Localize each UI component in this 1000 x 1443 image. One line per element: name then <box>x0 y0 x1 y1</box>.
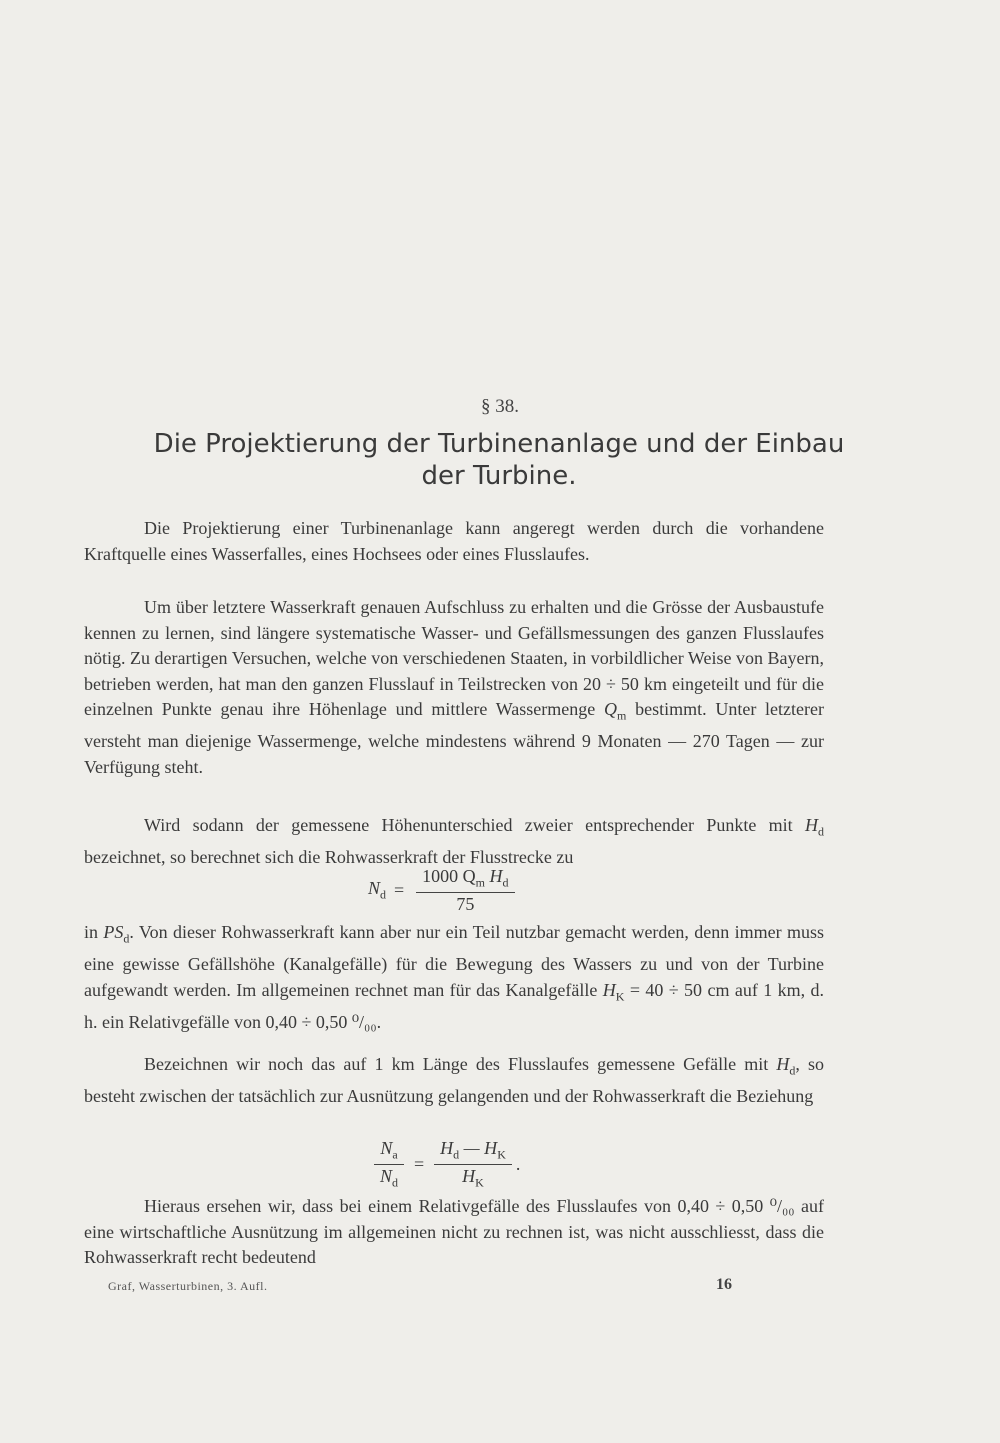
title-line-2: der Turbine. <box>421 461 577 491</box>
formula-raw-power: $N_d$ = $\frac{1000 Q_m H_d}{75}$ <box>368 866 519 915</box>
fraction: $\frac{1000 Q_m H_d}{75}$ <box>416 866 514 915</box>
chapter-title <box>84 428 914 492</box>
paragraph-4: in $PS_d$. Von dieser Rohwasserkraft kann aber nur ein Teil nutzbar gemacht werden, denn immer muss eine gewisse Gefällshöhe (Kanalgefälle) für die Bewegung des Wassers zu und von der Turbine aufgewandt werden. Im allgemeinen rechnet man für das Kanalgefälle $H_K = 40 \div 50$ cm auf 1 km, d. h. ein Relativgefälle von 0,40 ÷ 0,50 ⁰/₀₀. <box>84 922 824 1032</box>
paragraph-6: Hieraus ersehen wir, dass bei einem Relativgefälle des Flusslaufes von 0,40 ÷ 0,50 ⁰/₀₀ auf eine wirtschaftliche Ausnützung im allgemeinen nicht zu rechnen ist, was nicht ausschliesst, dass die Rohwasserkraft recht bedeutend <box>84 1196 824 1267</box>
footer-signature: Graf, Wasserturbinen, 3. Aufl. <box>108 1279 268 1293</box>
title-line-1: Die Projektierung der Turbinenanlage und der Einbau <box>153 429 845 459</box>
section-number: § 38. <box>481 396 519 417</box>
paragraph-3: Wird sodann der gemessene Höhenunterschied zweier entsprechender Punkte mit $H_d$ bezeichnet, so berechnet sich die Rohwasserkraft der Flusstrecke zu <box>84 815 824 868</box>
paragraph-1: Die Projektierung einer Turbinenanlage kann angeregt werden durch die vorhandene Kraftquelle eines Wasserfalles, eines Hochsees oder eines Flusslaufes. <box>84 518 824 564</box>
page-signature-number: 16 <box>716 1276 732 1293</box>
paragraph-2: Um über letztere Wasserkraft genauen Aufschluss zu erhalten und die Grösse der Ausbaustufe kennen zu lernen, sind längere systematische Wasser- und Gefällsmessungen des ganzen Flusslaufes nötig. Zu derartigen Versuchen, welche von verschiedenen Staaten, in vorbildlicher Weise von Bayern, betrieben werden, hat man den ganzen Flusslauf in Teilstrecken von 20 ÷ 50 km eingeteilt und für die einzelnen Punkte genau ihre Höhenlage und mittlere Wassermenge $Q_m$ bestimmt. Unter letzterer versteht man diejenige Wassermenge, welche mindestens während 9 Monaten — 270 Tagen — zur Verfügung steht. <box>84 597 824 777</box>
formula-ratio: $\frac{N_a}{N_d}$ = $\frac{H_d — H_K}{H_K}$ . <box>370 1138 520 1190</box>
paragraph-5: Bezeichnen wir noch das auf 1 km Länge des Flusslaufes gemessene Gefälle mit $H_d$, so besteht zwischen der tatsächlich zur Ausnützung gelangenden und der Rohwasserkraft die Beziehung <box>84 1054 824 1107</box>
